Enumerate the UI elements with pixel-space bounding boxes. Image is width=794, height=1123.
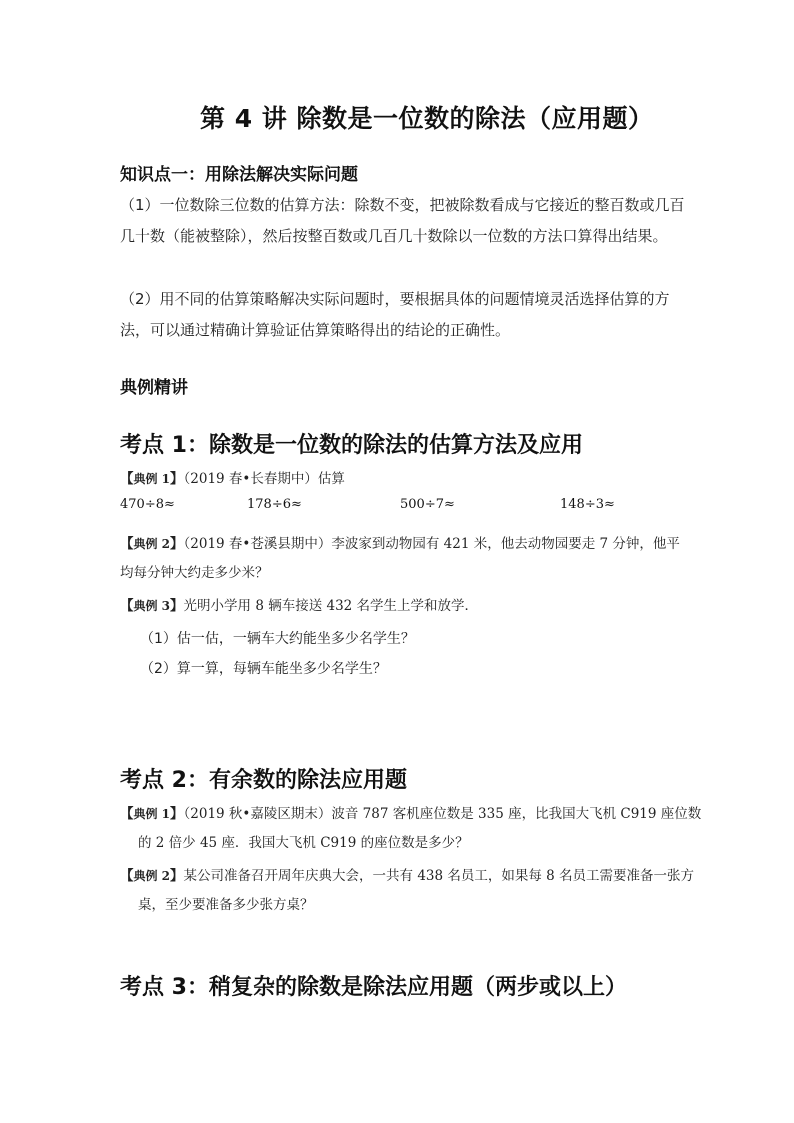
example-tag-open: 【: [120, 598, 134, 614]
estimate-item: 178÷6≈: [247, 497, 302, 512]
estimate-item: 148÷3≈: [560, 497, 615, 512]
example-text: （2019 春•长春期中）估算: [183, 471, 345, 487]
point-2-example-2: [120, 862, 703, 920]
example-text: 光明小学用 8 辆车接送 432 名学生上学和放学．: [183, 598, 479, 614]
estimate-item: 470÷8≈: [120, 497, 175, 512]
example-tag-label: 典例 2: [133, 537, 171, 551]
point-2-heading: 考点 2：有余数的除法应用题: [120, 768, 407, 793]
example-tag-close: 】: [170, 536, 184, 552]
knowledge-paragraph-2: （2）用不同的估算策略解决实际问题时，要根据具体的问题情境灵活选择估算的方法，可以通过精确计算验证估算策略得出的结论的正确性。: [120, 290, 670, 339]
example-tag-label: 典例 1: [133, 807, 171, 821]
point-1-example-1: [120, 465, 685, 494]
example-tag-open: 【: [120, 806, 134, 822]
estimate-item: 500÷7≈: [400, 497, 455, 512]
example-tag-open: 【: [120, 536, 134, 552]
knowledge-point-heading: 知识点一：用除法解决实际问题: [120, 165, 358, 185]
knowledge-paragraph-1: （1）一位数除三位数的估算方法：除数不变，把被除数看成与它接近的整百数或几百几十数（能被整除），然后按整百数或几百几十数除以一位数的方法口算得出结果。: [120, 196, 685, 245]
point-1-example-3-question-2: （2）算一算，每辆车能坐多少名学生？: [140, 661, 387, 677]
example-tag-close: 】: [170, 598, 184, 614]
point-1-example-2: [120, 530, 685, 588]
example-tag-label: 典例 2: [133, 869, 171, 883]
point-3-heading: 考点 3：稍复杂的除数是除法应用题（两步或以上）: [120, 975, 627, 1000]
example-tag-label: 典例 1: [133, 472, 171, 486]
point-1-example-3: [120, 592, 685, 621]
example-tag-close: 】: [170, 868, 184, 884]
section-label: 典例精讲: [120, 378, 188, 398]
example-tag-label: 典例 3: [133, 599, 171, 613]
example-tag-open: 【: [120, 868, 134, 884]
point-2-example-1: [120, 800, 703, 858]
estimate-row: [120, 497, 690, 521]
example-tag-close: 】: [170, 806, 184, 822]
page-title: 第 4 讲 除数是一位数的除法（应用题）: [200, 104, 654, 133]
example-tag-close: 】: [170, 471, 184, 487]
point-1-example-3-question-1: （1）估一估，一辆车大约能坐多少名学生？: [140, 631, 415, 647]
point-1-heading: 考点 1：除数是一位数的除法的估算方法及应用: [120, 433, 583, 458]
example-text: （2019 秋•嘉陵区期末）波音 787 客机座位数是 335 座，比我国大飞机 C919 座位数的 2 倍少 45 座．我国大飞机 C919 的座位数是多少？: [138, 806, 702, 851]
example-tag-open: 【: [120, 471, 134, 487]
example-text: （2019 春•苍溪县期中）李波家到动物园有 421 米，他去动物园要走 7 分钟，他平均每分钟大约走多少米？: [120, 536, 680, 581]
example-text: 某公司准备召开周年庆典大会，一共有 438 名员工，如果每 8 名员工需要准备一张方桌，至少要准备多少张方桌？: [138, 868, 695, 913]
